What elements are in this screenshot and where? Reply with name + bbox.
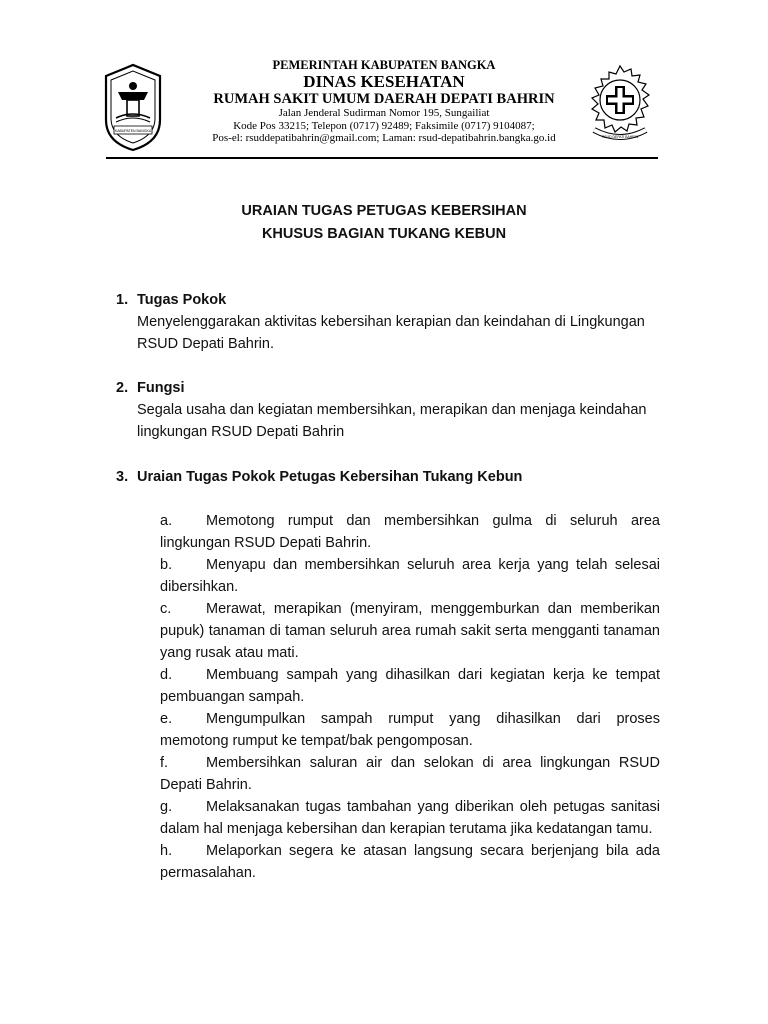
item-letter: b. xyxy=(160,557,173,573)
item-text: Memotong rumput dan membersihkan gulma di seluruh area lingkungan RSUD Depati Bahrin. xyxy=(160,513,660,551)
list-item xyxy=(160,510,660,554)
document-title-line-2: KHUSUS BAGIAN TUKANG KEBUN xyxy=(261,226,507,242)
hospital-name: RUMAH SAKIT UMUM DAERAH DEPATI BAHRIN xyxy=(213,91,555,108)
section-tugas-pokok xyxy=(116,289,656,355)
list-item xyxy=(160,840,660,884)
item-text: Mengumpulkan sampah rumput yang dihasilkan dari proses memotong rumput ke tempat/bak pengomposan. xyxy=(160,711,660,749)
section-heading: Uraian Tugas Pokok Petugas Kebersihan Tukang Kebun xyxy=(137,469,523,485)
rsud-depati-bahrin-logo xyxy=(580,62,660,146)
task-list xyxy=(160,510,660,884)
section-body: Segala usaha dan kegiatan membersihkan, merapikan dan menjaga keindahan lingkungan RSUD Depati Bahrin xyxy=(137,402,647,440)
item-text: Membersihkan saluran air dan selokan di area lingkungan RSUD Depati Bahrin. xyxy=(160,755,660,793)
item-letter: d. xyxy=(160,667,173,683)
section-body: Menyelenggarakan aktivitas kebersihan kerapian dan keindahan di Lingkungan RSUD Depati Bahrin. xyxy=(137,314,645,352)
item-text: Melaporkan segera ke atasan langsung secara berjenjang bila ada permasalahan. xyxy=(160,843,660,881)
item-text: Membuang sampah yang dihasilkan dari kegiatan kerja ke tempat pembuangan sampah. xyxy=(160,667,660,705)
item-text: Merawat, merapikan (menyiram, menggemburkan dan memberikan pupuk) tanaman di taman seluruh area rumah sakit serta mengganti tanaman yang rusak atau mati. xyxy=(160,601,660,661)
section-number: 1. xyxy=(116,292,129,308)
kabupaten-bangka-logo xyxy=(100,62,166,152)
item-letter: a. xyxy=(160,513,173,529)
list-item xyxy=(160,664,660,708)
section-number: 2. xyxy=(116,380,129,396)
section-heading: Fungsi xyxy=(137,380,185,396)
government-name: PEMERINTAH KABUPATEN BANGKA xyxy=(272,58,496,72)
letterhead-text xyxy=(190,58,578,144)
item-text: Menyapu dan membersihkan seluruh area kerja yang telah selesai dibersihkan. xyxy=(160,557,660,595)
item-letter: c. xyxy=(160,601,172,617)
item-letter: e. xyxy=(160,711,173,727)
section-fungsi xyxy=(116,377,656,443)
letterhead-divider xyxy=(106,157,658,159)
document-title-line-1: URAIAN TUGAS PETUGAS KEBERSIHAN xyxy=(241,203,527,219)
list-item xyxy=(160,796,660,840)
department-name: DINAS KESEHATAN xyxy=(303,72,465,91)
hospital-contact: Kode Pos 33215; Telepon (0717) 92489; Faksimile (0717) 9104087; xyxy=(233,119,535,132)
item-text: Melaksanakan tugas tambahan yang diberikan oleh petugas sanitasi dalam hal menjaga kebersihan dan kerapian terutama jika kedatangan tamu. xyxy=(160,799,660,837)
logo-left-text: KABUPATEN BANGKA xyxy=(114,129,152,133)
list-item xyxy=(160,598,660,664)
logo-right-text: RSUD DEPATI BAHRIN xyxy=(601,135,639,139)
item-letter: h. xyxy=(160,843,173,859)
hospital-address: Jalan Jenderal Sudirman Nomor 195, Sungailiat xyxy=(278,107,490,120)
section-uraian-tugas xyxy=(116,466,656,488)
letterhead xyxy=(0,0,768,165)
list-item xyxy=(160,752,660,796)
list-item xyxy=(160,554,660,598)
section-number: 3. xyxy=(116,469,129,485)
item-letter: f. xyxy=(160,755,169,771)
list-item xyxy=(160,708,660,752)
section-heading: Tugas Pokok xyxy=(137,292,227,308)
item-letter: g. xyxy=(160,799,173,815)
hospital-email-web: Pos-el: rsuddepatibahrin@gmail.com; Laman: rsud-depatibahrin.bangka.go.id xyxy=(212,131,556,144)
